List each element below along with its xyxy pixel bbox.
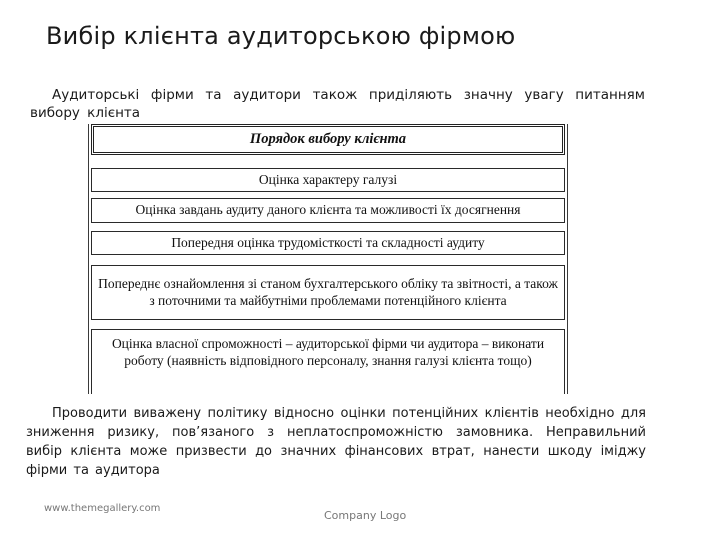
intro-paragraph: Аудиторські фірми та аудитори також приділяють значну увагу питанням вибору клієнта (30, 87, 645, 121)
footer-website: www.themegallery.com (44, 503, 161, 514)
flowchart-step-own-capacity: Оцінка власної спроможності – аудиторської фірми чи аудитора – виконати роботу (наявність відповідного персоналу, знання галузі клієнта тощо) (91, 329, 565, 394)
flowchart-step-labor-estimate: Попередня оцінка трудомісткості та складності аудиту (91, 231, 565, 255)
body-paragraph: Проводити виважену політику відносно оцінки потенційних клієнтів необхідно для зниження ризику, пов’язаного з неплатоспроможністю замовника. Неправильний вибір клієнта може призвести до значних фінансових втрат, нанести шкоду іміджу фірми та аудитора (26, 406, 646, 478)
flowchart-step-industry: Оцінка характеру галузі (91, 168, 565, 192)
slide-title: Вибір клієнта аудиторською фірмою (46, 22, 516, 50)
footer-company-logo: Company Logo (324, 509, 407, 522)
flowchart-step-audit-tasks: Оцінка завдань аудиту даного клієнта та можливості їх досягнення (91, 198, 565, 223)
flowchart-heading: Порядок вибору клієнта (91, 124, 565, 155)
client-selection-flowchart (88, 124, 568, 394)
flowchart-step-accounting-review: Попереднє ознайомлення зі станом бухгалтерського обліку та звітності, а також з поточними та майбутніми проблемами потенційного клієнта (91, 265, 565, 320)
